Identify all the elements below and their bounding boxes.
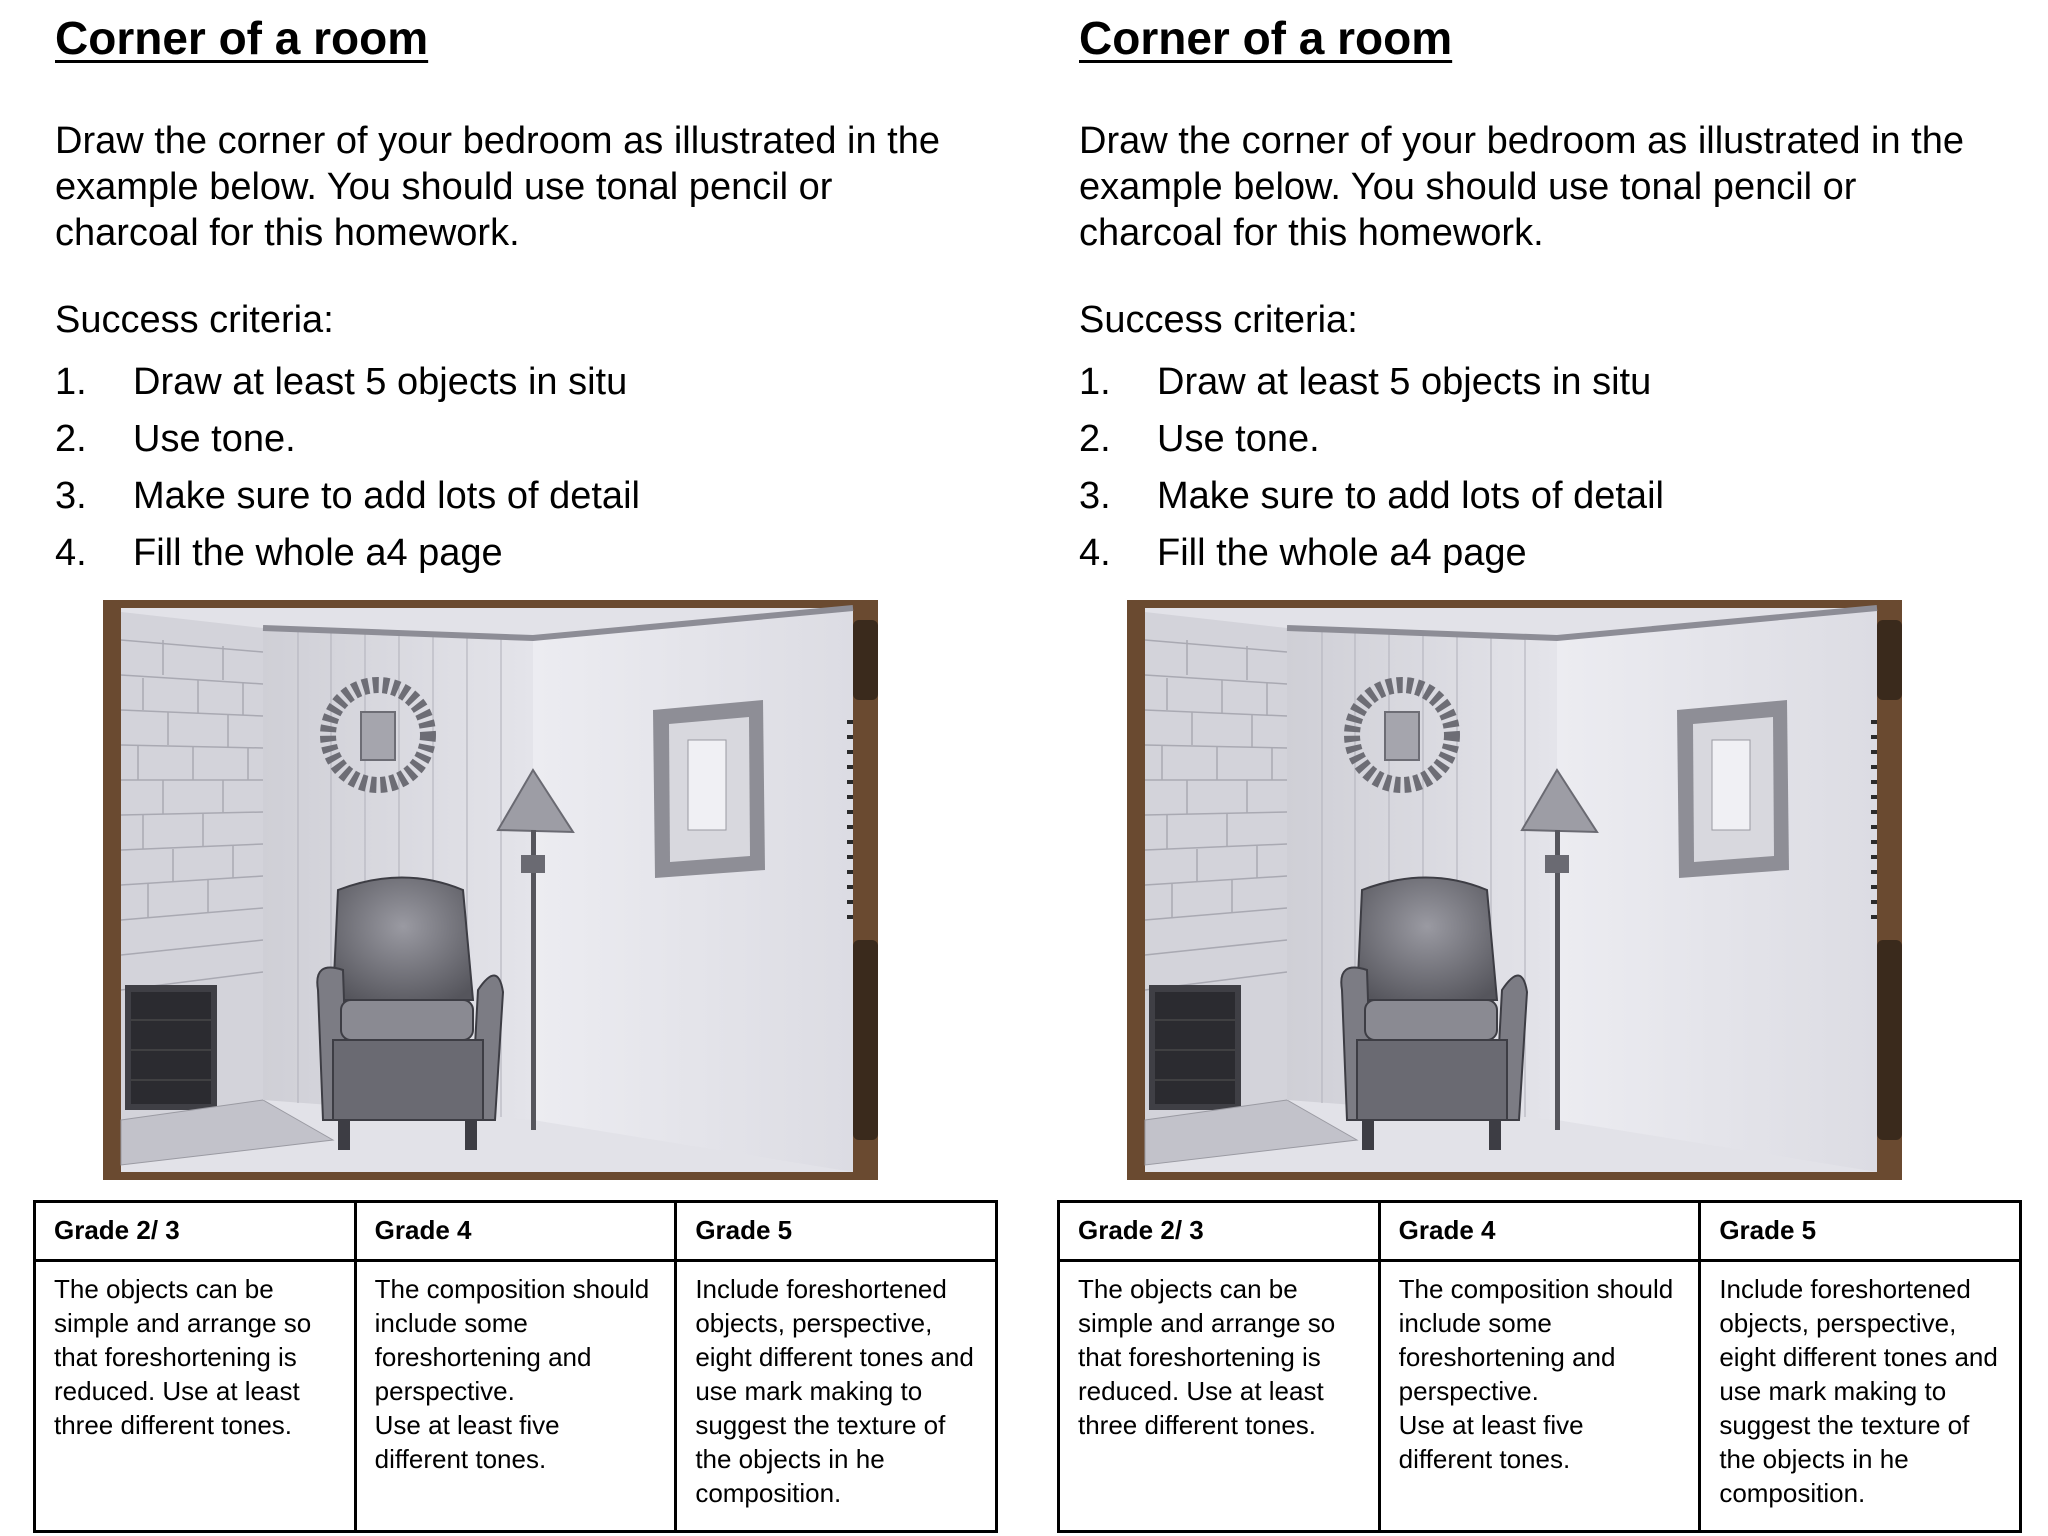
criteria-item	[55, 525, 640, 582]
criteria-text: Make sure to add lots of detail	[1157, 475, 1664, 517]
criteria-item	[1079, 411, 1664, 468]
homework-sheet-right	[1024, 0, 2048, 1536]
example-drawing-image	[103, 600, 878, 1180]
criteria-number: 2.	[55, 418, 87, 460]
criteria-text: Use tone.	[133, 418, 296, 460]
grade-description-row	[1059, 1261, 2021, 1532]
criteria-item	[1079, 525, 1664, 582]
grade-header-row	[1059, 1202, 2021, 1261]
intro-text: Draw the corner of your bedroom as illustrated in the example below. You should use tonal pencil or charcoal for this homework.	[55, 120, 940, 254]
grade-header: Grade 4	[355, 1202, 676, 1261]
criteria-item	[1079, 468, 1664, 525]
criteria-number: 4.	[1079, 532, 1111, 574]
criteria-number: 3.	[55, 475, 87, 517]
grade-table	[1057, 1200, 2022, 1533]
grade-header: Grade 2/ 3	[1059, 1202, 1380, 1261]
grade-header: Grade 5	[1700, 1202, 2021, 1261]
grade-header-row	[35, 1202, 997, 1261]
grade-description: Include foreshortened objects, perspective, eight different tones and use mark making to suggest the texture of the objects in he composition.	[1700, 1261, 2021, 1532]
room-corner-sketch-svg	[1127, 600, 1902, 1180]
grade-description: The objects can be simple and arrange so that foreshortening is reduced. Use at least three different tones.	[35, 1261, 356, 1532]
criteria-text: Draw at least 5 objects in situ	[133, 361, 628, 403]
page-title: Corner of a room	[55, 12, 429, 64]
intro-text: Draw the corner of your bedroom as illustrated in the example below. You should use tonal pencil or charcoal for this homework.	[1079, 120, 1964, 254]
criteria-list	[55, 354, 640, 582]
criteria-text: Draw at least 5 objects in situ	[1157, 361, 1652, 403]
criteria-item	[55, 468, 640, 525]
grade-description-row	[35, 1261, 997, 1532]
grade-header: Grade 5	[676, 1202, 997, 1261]
criteria-text: Fill the whole a4 page	[1157, 532, 1527, 574]
criteria-text: Make sure to add lots of detail	[133, 475, 640, 517]
grade-description: Include foreshortened objects, perspective, eight different tones and use mark making to suggest the texture of the objects in he composition.	[676, 1261, 997, 1532]
criteria-list	[1079, 354, 1664, 582]
criteria-number: 1.	[55, 361, 87, 403]
criteria-text: Use tone.	[1157, 418, 1320, 460]
grade-header: Grade 2/ 3	[35, 1202, 356, 1261]
criteria-text: Fill the whole a4 page	[133, 532, 503, 574]
criteria-number: 3.	[1079, 475, 1111, 517]
criteria-heading: Success criteria:	[55, 299, 334, 341]
grade-description: The composition should include some foreshortening and perspective. Use at least five different tones.	[1379, 1261, 1700, 1532]
grade-table	[33, 1200, 998, 1533]
example-drawing-image	[1127, 600, 1902, 1180]
criteria-item	[55, 411, 640, 468]
criteria-item	[55, 354, 640, 411]
grade-header: Grade 4	[1379, 1202, 1700, 1261]
criteria-heading: Success criteria:	[1079, 299, 1358, 341]
criteria-item	[1079, 354, 1664, 411]
grade-description: The composition should include some foreshortening and perspective. Use at least five different tones.	[355, 1261, 676, 1532]
page-title: Corner of a room	[1079, 12, 1453, 64]
grade-description: The objects can be simple and arrange so that foreshortening is reduced. Use at least three different tones.	[1059, 1261, 1380, 1532]
criteria-number: 1.	[1079, 361, 1111, 403]
criteria-number: 2.	[1079, 418, 1111, 460]
criteria-number: 4.	[55, 532, 87, 574]
room-corner-sketch-svg	[103, 600, 878, 1180]
